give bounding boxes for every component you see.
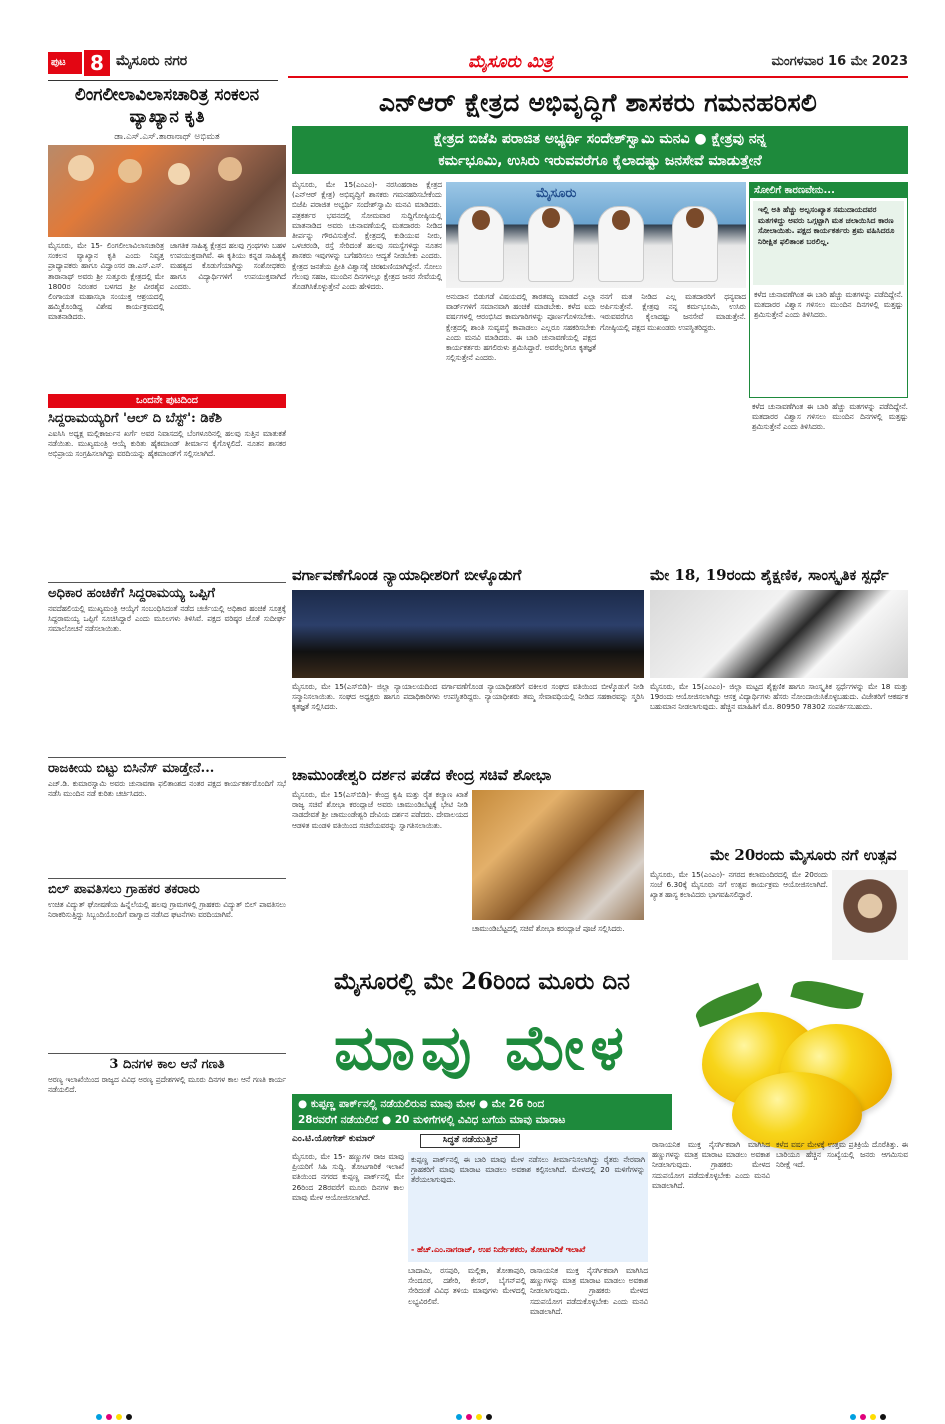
mango-body-col2: ಬಾದಾಮಿ, ರಸಪುರಿ, ಮಲ್ಲಿಕಾ, ತೋತಾಪುರಿ, ಸೇಂದೂರ, ದಶೇರಿ, ಕೇಸರ್, ಬೈಗನ್‌ಪಲ್ಲಿ ಸೇರಿದಂತೆ ವಿವಿಧ ತಳಿಯ ಮಾವುಗಳು ಮೇಳದಲ್ಲಿ ಲಭ್ಯವಿರಲಿವೆ. [408,1266,526,1306]
competition-headline: ಮೇ 18, 19ರಂದು ಶೈಕ್ಷಣಿಕ, ಸಾಂಸ್ಕೃತಿಕ ಸ್ಪರ್ಧೆ [650,566,889,584]
press-meet-photo [446,182,746,288]
competition-photo [650,590,908,678]
chamundeshwari-headline: ಚಾಮುಂಡೇಶ್ವರಿ ದರ್ಶನ ಪಡೆದ ಕೇಂದ್ರ ಸಚಿವೆ ಶೋಭಾ [292,766,552,784]
comedian-photo [832,870,908,960]
lead-body-col3: ನನಗೆ ಮತ ನೀಡಿದ ಎಲ್ಲ ಮತದಾರರಿಗೆ ಧನ್ಯವಾದ ಅರ್ಪಿಸುತ್ತೇನೆ. ಕ್ಷೇತ್ರವು ನನ್ನ ಕರ್ಮಭೂಮಿ, ಉಸಿರು ಇರುವವರೆಗೂ ಕೈಲಾದಷ್ಟು ಜನಸೇವೆ ಮಾಡುತ್ತೇನೆ. ಗೋಷ್ಠಿಯಲ್ಲಿ ಪಕ್ಷದ ಮುಖಂಡರು ಉಪಸ್ಥಿತರಿದ್ದರು. [600,292,746,332]
lead-headline: ಎನ್‌ಆರ್ ಕ್ಷೇತ್ರದ ಅಭಿವೃದ್ಧಿಗೆ ಶಾಸಕರು ಗಮನಹರಿಸಲಿ [378,88,818,117]
story5-headline: ಬಿಲ್ ಪಾವತಿಸಲು ಗ್ರಾಹಕರ ತಕರಾರು [48,882,200,897]
story4-headline: ರಾಜಕೀಯ ಬಿಟ್ಟು ಬಿಸಿನೆಸ್ ಮಾಡ್ತೇನೆ... [48,761,215,776]
page-number: 8 [84,50,110,76]
sidebar-box [749,182,908,398]
photo-banner-text: ಮೈಸೂರು [536,186,577,201]
mango-quote-attrib: - ಹೆಚ್.ಎಂ.ನಾಗರಾಜ್, ಉಪ ನಿರ್ದೇಶಕರು, ತೋಟಗಾರಿಕೆ ಇಲಾಖೆ [411,1245,586,1254]
left-story1-col1: ಮೈಸೂರು, ಮೇ 15- ಲಿಂಗಲೀಲಾವಿಲಾಸಚಾರಿತ್ರ ಸಂಕಲನ ವ್ಯಾಖ್ಯಾನ ಕೃತಿ ಎಂದು ನಿವೃತ್ತ ಪ್ರಾಧ್ಯಾಪಕರು ಹಾಗೂ ವಿದ್ವಾಂಸರ ಡಾ.ಎಸ್.ಎಸ್. ತಾರಾನಾಥ್ ಅವರು ಶ್ರೀ ಸುತ್ತೂರು ಕ್ಷೇತ್ರದಲ್ಲಿ ಮೇ 1800ರ ನಿರಂತರ ಬಳಗದ ಶ್ರೀ ವೀರಶೈವ ಲಿಂಗಾಯತ ಮಹಾಸಭಾ ಸಂಯುಕ್ತ ಆಶ್ರಯದಲ್ಲಿ ಹಮ್ಮಿಕೊಂಡಿದ್ದ ವಿಶೇಷ ಕಾರ್ಯಕ್ರಮದಲ್ಲಿ ಮಾತನಾಡಿದರು. [48,241,164,322]
comedy-fest-body: ಮೈಸೂರು, ಮೇ 15(ಎಂಎಂ)- ನಗರದ ಕಲಾಮಂದಿರದಲ್ಲಿ ಮೇ 20ರಂದು ಸಂಜೆ 6.30ಕ್ಕೆ ಮೈಸೂರು ನಗೆ ಉತ್ಸವ ಕಾರ್ಯಕ್ರಮ ಆಯೋಜಿಸಲಾಗಿದೆ. ಖ್ಯಾತ ಹಾಸ್ಯ ಕಲಾವಿದರು ಭಾಗವಹಿಸಲಿದ್ದಾರೆ. [650,870,828,900]
mango-subtag: ಸಿದ್ಧತೆ ನಡೆಯುತ್ತಿದೆ [420,1134,520,1148]
left-column [48,84,286,1135]
mango-body-col4: ರಾಸಾಯನಿಕ ಮುಕ್ತ ನೈಸರ್ಗಿಕವಾಗಿ ಮಾಗಿಸಿದ ಹಣ್ಣುಗಳನ್ನು ಮಾತ್ರ ಮಾರಾಟ ಮಾಡಲು ಅವಕಾಶ ನೀಡಲಾಗುವುದು. ಗ್ರಾಹಕರು ಮೇಳದ ಸದುಪಯೋಗ ಪಡೆದುಕೊಳ್ಳಬೇಕು ಎಂದು ಮನವಿ ಮಾಡಲಾಗಿದೆ. [652,1140,770,1190]
book-release-photo [48,145,286,237]
mango-quote-body: ಕುಪ್ಪಣ್ಣ ಪಾರ್ಕ್‌ನಲ್ಲಿ ಈ ಬಾರಿ ಮಾವು ಮೇಳ ನಡೆಸಲು ತೀರ್ಮಾನಿಸಲಾಗಿದ್ದು ರೈತರು ನೇರವಾಗಿ ಗ್ರಾಹಕರಿಗೆ ಮಾವು ಮಾರಾಟ ಮಾಡಲು ಅವಕಾಶ ಕಲ್ಪಿಸಲಾಗಿದೆ. ಮೇಳದಲ್ಲಿ 20 ಮಳಿಗೆಗಳನ್ನು ತೆರೆಯಲಾಗುವುದು. [411,1155,645,1185]
issue-date: ಮಂಗಳವಾರ 16 ಮೇ 2023 [771,54,908,69]
mango-byline: ಎಂ.ಟಿ.ಯೋಗೇಶ್ ಕುಮಾರ್ [292,1134,376,1144]
lead-body-col1: ಮೈಸೂರು, ಮೇ 15(ಎಂಎಂ)- ನರಸಿಂಹರಾಜ ಕ್ಷೇತ್ರದ (ಎನ್‌ಆರ್ ಕ್ಷೇತ್ರ) ಅಭಿವೃದ್ಧಿಗೆ ಶಾಸಕರು ಗಮನಹರಿಸಬೇಕೆಂದು ಬಿಜೆಪಿ ಪರಾಜಿತ ಅಭ್ಯರ್ಥಿ ಸಂದೇಶ್‌ಸ್ವಾಮಿ ಮನವಿ ಮಾಡಿದರು. ಪತ್ರಕರ್ತರ ಭವನದಲ್ಲಿ ಸೋಮವಾರ ಸುದ್ದಿಗೋಷ್ಠಿಯಲ್ಲಿ ಮಾತನಾಡಿದ ಅವರು ಚುನಾವಣೆಯಲ್ಲಿ ಮತದಾರರು ನೀಡಿದ ತೀರ್ಪನ್ನು ಗೌರವಿಸುತ್ತೇನೆ. ಕ್ಷೇತ್ರದಲ್ಲಿ ಕುಡಿಯುವ ನೀರು, ಒಳಚರಂಡಿ, ರಸ್ತೆ ಸೇರಿದಂತೆ ಹಲವು ಸಮಸ್ಯೆಗಳಿದ್ದು ನೂತನ ಶಾಸಕರು ಇವುಗಳನ್ನು ಬಗೆಹರಿಸಲು ಆದ್ಯತೆ ನೀಡಬೇಕು ಎಂದರು. ಕ್ಷೇತ್ರದ ಜನತೆಯ ಪ್ರೀತಿ ವಿಶ್ವಾಸಕ್ಕೆ ಚಿರಋಣಿಯಾಗಿದ್ದೇನೆ. ಸೋಲು ಗೆಲುವು ಸಹಜ, ಮುಂದಿನ ದಿನಗಳಲ್ಲೂ ಕ್ಷೇತ್ರದ ಜನರ ಸೇವೆಯಲ್ಲಿ ತೊಡಗಿಸಿಕೊಳ್ಳುತ್ತೇನೆ ಎಂದು ಹೇಳಿದರು. [292,180,442,292]
mango-body-col5: ಕಳೆದ ವರ್ಷ ಮೇಳಕ್ಕೆ ಉತ್ತಮ ಪ್ರತಿಕ್ರಿಯೆ ದೊರೆತಿತ್ತು. ಈ ಬಾರಿಯೂ ಹೆಚ್ಚಿನ ಸಂಖ್ಯೆಯಲ್ಲಿ ಜನರು ಆಗಮಿಸುವ ನಿರೀಕ್ಷೆ ಇದೆ. [776,1140,908,1170]
sidebar-body: ಇಲ್ಲಿ ಅತಿ ಹೆಚ್ಚು ಅಲ್ಪಸಂಖ್ಯಾತ ಸಮುದಾಯದವರ ಮತಗಳಿದ್ದು ಅವರು ಒಗ್ಗಟ್ಟಾಗಿ ಮತ ಚಲಾಯಿಸಿದ ಕಾರಣ ಸೋಲಾಯಿತು. ಪಕ್ಷದ ಕಾರ್ಯಕರ್ತರು ಶ್ರಮ ವಹಿಸಿದರೂ ನಿರೀಕ್ಷಿತ ಫಲಿತಾಂಶ ಬರಲಿಲ್ಲ. [753,201,904,285]
mango-body-col3: ರಾಸಾಯನಿಕ ಮುಕ್ತ ನೈಸರ್ಗಿಕವಾಗಿ ಮಾಗಿಸಿದ ಹಣ್ಣುಗಳನ್ನು ಮಾತ್ರ ಮಾರಾಟ ಮಾಡಲು ಅವಕಾಶ ನೀಡಲಾಗುವುದು. ಗ್ರಾಹಕರು ಮೇಳದ ಸದುಪಯೋಗ ಪಡೆದುಕೊಳ್ಳಬೇಕು ಎಂದು ಮನವಿ ಮಾಡಲಾಗಿದೆ. [530,1266,648,1316]
header-rule [288,76,908,78]
print-registration-strip [0,1410,945,1424]
mango-illustration [672,966,908,1154]
page-label: ಪುಟ [48,52,82,74]
mango-deck-line1: ● ಕುಪ್ಪಣ್ಣ ಪಾರ್ಕ್‌ನಲ್ಲಿ ನಡೆಯಲಿರುವ ಮಾವು ಮೇಳ ● ಮೇ 26 ರಿಂದ [298,1098,545,1110]
story2-body: ಎಐಸಿಸಿ ಅಧ್ಯಕ್ಷ ಮಲ್ಲಿಕಾರ್ಜುನ ಖರ್ಗೆ ಅವರ ನಿವಾಸದಲ್ಲಿ ಬೆಂಗಳೂರಿನಲ್ಲಿ ಹಲವು ಸುತ್ತಿನ ಮಾತುಕತೆ ನಡೆಯಿತು. ಮುಖ್ಯಮಂತ್ರಿ ಆಯ್ಕೆ ಕುರಿತು ಹೈಕಮಾಂಡ್ ತೀರ್ಮಾನ ಕೈಗೊಳ್ಳಲಿದೆ. ನೂತನ ಶಾಸಕರ ಅಭಿಪ್ರಾಯ ಸಂಗ್ರಹಿಸಲಾಗಿದ್ದು ವರದಿಯನ್ನು ಹೈಕಮಾಂಡ್‌ಗೆ ಸಲ್ಲಿಸಲಾಗಿದೆ. [48,429,286,459]
left-byline: ಡಾ.ಎಸ್.ಎಸ್.ತಾರಾನಾಥ್ ಅಭಿಮತ [114,132,220,142]
left-headline: ಲಿಂಗಲೀಲಾವಿಲಾಸಚಾರಿತ್ರ ಸಂಕಲನ ವ್ಯಾಖ್ಯಾನ ಕೃತಿ [74,85,260,127]
lead-deck [292,126,908,174]
comedy-fest-headline: ಮೇ 20ರಂದು ಮೈಸೂರು ನಗೆ ಉತ್ಸವ [710,846,897,864]
divider [48,878,286,879]
story2-headline: ಸಿದ್ದರಾಮಯ್ಯರಿಗೆ 'ಆಲ್ ದಿ ಬೆಸ್ಟ್': ಡಿಕೆಶಿ [48,411,223,426]
lead-body-col4: ಕಳೆದ ಚುನಾವಣೆಗಿಂತ ಈ ಬಾರಿ ಹೆಚ್ಚು ಮತಗಳನ್ನು ಪಡೆದಿದ್ದೇನೆ. ಮತದಾರರ ವಿಶ್ವಾಸ ಗಳಿಸಲು ಮುಂದಿನ ದಿನಗಳಲ್ಲಿ ಮತ್ತಷ್ಟು ಶ್ರಮಿಸುತ್ತೇನೆ ಎಂದು ತಿಳಿಸಿದರು. [752,402,908,432]
judge-farewell-headline: ವರ್ಗಾವಣೆಗೊಂಡ ನ್ಯಾಯಾಧೀಶರಿಗೆ ಬೀಳ್ಕೊಡುಗೆ [292,566,522,584]
newspaper-brand: ಮೈಸೂರು ಮಿತ್ರ [468,52,553,72]
mango-quote-box [408,1152,648,1262]
left-story1-col2: ಜಾಗತಿಕ ಸಾಹಿತ್ಯ ಕ್ಷೇತ್ರದ ಹಲವು ಗ್ರಂಥಗಳು ಬಹಳ ಉಪಯುಕ್ತವಾಗಿವೆ. ಈ ಕೃತಿಯು ಕನ್ನಡ ಸಾಹಿತ್ಯಕ್ಕೆ ಮಹತ್ವದ ಕೊಡುಗೆಯಾಗಿದ್ದು ಸಂಶೋಧಕರು ಹಾಗೂ ವಿದ್ಯಾರ್ಥಿಗಳಿಗೆ ಉಪಯುಕ್ತವಾಗಿದೆ ಎಂದರು. [170,241,286,291]
lead-deck-line2: ಕರ್ಮಭೂಮಿ, ಉಸಿರು ಇರುವವರೆಗೂ ಕೈಲಾದಷ್ಟು ಜನಸೇವೆ ಮಾಡುತ್ತೇನೆ [438,153,762,169]
sidebar-body-2: ಕಳೆದ ಚುನಾವಣೆಗಿಂತ ಈ ಬಾರಿ ಹೆಚ್ಚು ಮತಗಳನ್ನು ಪಡೆದಿದ್ದೇನೆ. ಮತದಾರರ ವಿಶ್ವಾಸ ಗಳಿಸಲು ಮುಂದಿನ ದಿನಗಳಲ್ಲಿ ಮತ್ತಷ್ಟು ಶ್ರಮಿಸುತ್ತೇನೆ ಎಂದು ತಿಳಿಸಿದರು. [754,290,903,320]
story6-body: ಅರಣ್ಯ ಇಲಾಖೆಯಿಂದ ರಾಜ್ಯದ ವಿವಿಧ ಅರಣ್ಯ ಪ್ರದೇಶಗಳಲ್ಲಿ ಮೂರು ದಿನಗಳ ಕಾಲ ಆನೆ ಗಣತಿ ಕಾರ್ಯ ನಡೆಯಲಿದೆ. [48,1075,286,1095]
temple-photo [472,790,644,920]
masthead [48,50,908,76]
left-header-rule [48,80,278,81]
continued-band: ಒಂದನೇ ಪುಟದಿಂದ [48,394,286,408]
section-name: ಮೈಸೂರು ನಗರ [116,53,188,69]
divider [48,582,286,583]
judge-farewell-body: ಮೈಸೂರು, ಮೇ 15(ಎಸ್‌ಬಿಡಿ)- ಜಿಲ್ಲಾ ನ್ಯಾಯಾಲಯದಿಂದ ವರ್ಗಾವಣೆಗೊಂಡ ನ್ಯಾಯಾಧೀಶರಿಗೆ ವಕೀಲರ ಸಂಘದ ವತಿಯಿಂದ ಬೀಳ್ಕೊಡುಗೆ ನೀಡಿ ಸನ್ಮಾನಿಸಲಾಯಿತು. ಸಂಘದ ಅಧ್ಯಕ್ಷರು ಹಾಗೂ ಪದಾಧಿಕಾರಿಗಳು ಉಪಸ್ಥಿತರಿದ್ದರು. ನ್ಯಾಯಾಧೀಶರು ತಮ್ಮ ಸೇವಾವಧಿಯಲ್ಲಿ ನೀಡಿದ ಸಹಕಾರವನ್ನು ಸ್ಮರಿಸಿ ಕೃತಜ್ಞತೆ ಸಲ್ಲಿಸಿದರು. [292,682,644,712]
sidebar-title: ಸೋಲಿಗೆ ಕಾರಣವೇನು... [750,183,907,198]
temple-photo-caption: ಚಾಮುಂಡಿಬೆಟ್ಟದಲ್ಲಿ ಸಚಿವೆ ಶೋಭಾ ಕರಂದ್ಲಾಜೆ ಪೂಜೆ ಸಲ್ಲಿಸಿದರು. [472,924,625,933]
story3-headline: ಅಧಿಕಾರ ಹಂಚಿಕೆಗೆ ಸಿದ್ದರಾಮಯ್ಯ ಒಪ್ಪಿಗೆ [48,586,215,601]
divider [48,1053,286,1054]
story3-body: ನವದೆಹಲಿಯಲ್ಲಿ ಮುಖ್ಯಮಂತ್ರಿ ಆಯ್ಕೆಗೆ ಸಂಬಂಧಿಸಿದಂತೆ ನಡೆದ ಚರ್ಚೆಯಲ್ಲಿ ಅಧಿಕಾರ ಹಂಚಿಕೆ ಸೂತ್ರಕ್ಕೆ ಸಿದ್ದರಾಮಯ್ಯ ಒಪ್ಪಿಗೆ ಸೂಚಿಸಿದ್ದಾರೆ ಎಂದು ಮೂಲಗಳು ತಿಳಿಸಿವೆ. ಪಕ್ಷದ ವರಿಷ್ಠರ ಜೊತೆ ಸುದೀರ್ಘ ಸಮಾಲೋಚನೆ ನಡೆಸಲಾಯಿತು. [48,604,286,634]
divider [48,757,286,758]
mango-deck [292,1094,672,1130]
story5-body: ಉಚಿತ ವಿದ್ಯುತ್ ಘೋಷಣೆಯ ಹಿನ್ನೆಲೆಯಲ್ಲಿ ಹಲವು ಗ್ರಾಮಗಳಲ್ಲಿ ಗ್ರಾಹಕರು ವಿದ್ಯುತ್ ಬಿಲ್ ಪಾವತಿಸಲು ನಿರಾಕರಿಸುತ್ತಿದ್ದು ಸಿಬ್ಬಂದಿಯೊಂದಿಗೆ ವಾಗ್ವಾದ ನಡೆಸಿದ ಘಟನೆಗಳು ವರದಿಯಾಗಿವೆ. [48,900,286,920]
chamundeshwari-body: ಮೈಸೂರು, ಮೇ 15(ಎಸ್‌ಬಿಡಿ)- ಕೇಂದ್ರ ಕೃಷಿ ಮತ್ತು ರೈತ ಕಲ್ಯಾಣ ಖಾತೆ ರಾಜ್ಯ ಸಚಿವೆ ಶೋಭಾ ಕರಂದ್ಲಾಜೆ ಅವರು ಚಾಮುಂಡಿಬೆಟ್ಟಕ್ಕೆ ಭೇಟಿ ನೀಡಿ ನಾಡದೇವತೆ ಶ್ರೀ ಚಾಮುಂಡೇಶ್ವರಿ ದೇವಿಯ ದರ್ಶನ ಪಡೆದರು. ದೇವಾಲಯದ ಆಡಳಿತ ಮಂಡಳಿ ವತಿಯಿಂದ ಸಚಿವೆಯವರನ್ನು ಸ್ವಾಗತಿಸಲಾಯಿತು. [292,790,468,830]
lead-deck-line1: ಕ್ಷೇತ್ರದ ಬಿಜೆಪಿ ಪರಾಜಿತ ಅಭ್ಯರ್ಥಿ ಸಂದೇಶ್‌ಸ್ವಾಮಿ ಮನವಿ ● ಕ್ಷೇತ್ರವು ನನ್ನ [433,131,767,147]
mango-deck-line2: 28ರವರೆಗೆ ನಡೆಯಲಿದೆ ● 20 ಮಳಿಗೆಗಳಲ್ಲಿ ವಿವಿಧ ಬಗೆಯ ಮಾವು ಮಾರಾಟ [298,1114,566,1126]
lead-body-col2: ಅನುದಾನ ಬಿಡುಗಡೆ ವಿಷಯದಲ್ಲಿ ತಾರತಮ್ಯ ಮಾಡದೆ ಎಲ್ಲಾ ವಾರ್ಡ್‌ಗಳಿಗೆ ಸಮಾನವಾಗಿ ಹಂಚಿಕೆ ಮಾಡಬೇಕು. ಕಳೆದ ಐದು ವರ್ಷಗಳಲ್ಲಿ ಆರಂಭಿಸಿದ ಕಾಮಗಾರಿಗಳನ್ನು ಪೂರ್ಣಗೊಳಿಸಬೇಕು. ಕ್ಷೇತ್ರದಲ್ಲಿ ಶಾಂತಿ ಸುವ್ಯವಸ್ಥೆ ಕಾಪಾಡಲು ಎಲ್ಲರೂ ಸಹಕರಿಸಬೇಕು ಎಂದು ಮನವಿ ಮಾಡಿದರು. ಈ ಬಾರಿ ಚುನಾವಣೆಯಲ್ಲಿ ಪಕ್ಷದ ಕಾರ್ಯಕರ್ತರು ಹಗಲಿರುಳು ಶ್ರಮಿಸಿದ್ದಾರೆ. ಅವರೆಲ್ಲರಿಗೂ ಕೃತಜ್ಞತೆ ಸಲ್ಲಿಸುತ್ತೇನೆ ಎಂದರು. [446,292,596,363]
mango-kicker: ಮೈಸೂರಲ್ಲಿ ಮೇ 26ರಿಂದ ಮೂರು ದಿನ [334,968,630,995]
mango-body-col1: ಮೈಸೂರು, ಮೇ 15- ಹಣ್ಣುಗಳ ರಾಜ ಮಾವು ಪ್ರಿಯರಿಗೆ ಸಿಹಿ ಸುದ್ದಿ. ತೋಟಗಾರಿಕೆ ಇಲಾಖೆ ವತಿಯಿಂದ ನಗರದ ಕುಪ್ಪಣ್ಣ ಪಾರ್ಕ್‌ನಲ್ಲಿ ಮೇ 26ರಿಂದ 28ರವರೆಗೆ ಮೂರು ದಿನಗಳ ಕಾಲ ಮಾವು ಮೇಳ ಆಯೋಜಿಸಲಾಗಿದೆ. [292,1152,404,1202]
farewell-photo [292,590,644,678]
story6-headline: 3 ದಿನಗಳ ಕಾಲ ಆನೆ ಗಣತಿ [109,1057,225,1072]
competition-body: ಮೈಸೂರು, ಮೇ 15(ಎಂಎಂ)- ಜಿಲ್ಲಾ ಮಟ್ಟದ ಶೈಕ್ಷಣಿಕ ಹಾಗೂ ಸಾಂಸ್ಕೃತಿಕ ಸ್ಪರ್ಧೆಗಳನ್ನು ಮೇ 18 ಮತ್ತು 19ರಂದು ಆಯೋಜಿಸಲಾಗಿದ್ದು ಆಸಕ್ತ ವಿದ್ಯಾರ್ಥಿಗಳು ಹೆಸರು ನೋಂದಾಯಿಸಿಕೊಳ್ಳಬಹುದು. ವಿಜೇತರಿಗೆ ಆಕರ್ಷಕ ಬಹುಮಾನ ನೀಡಲಾಗುವುದು. ಹೆಚ್ಚಿನ ಮಾಹಿತಿಗೆ ಮೊ. 80950 78302 ಸಂಪರ್ಕಿಸಬಹುದು. [650,682,908,712]
mango-headline: ಮಾವು ಮೇಳ [334,1011,630,1084]
left-story1-body [48,241,286,391]
story4-body: ಎಚ್.ಡಿ. ಕುಮಾರಸ್ವಾಮಿ ಅವರು ಚುನಾವಣಾ ಫಲಿತಾಂಶದ ನಂತರ ಪಕ್ಷದ ಕಾರ್ಯಕರ್ತರೊಂದಿಗೆ ಸಭೆ ನಡೆಸಿ ಮುಂದಿನ ನಡೆ ಕುರಿತು ಚರ್ಚಿಸಿದರು. [48,779,286,799]
